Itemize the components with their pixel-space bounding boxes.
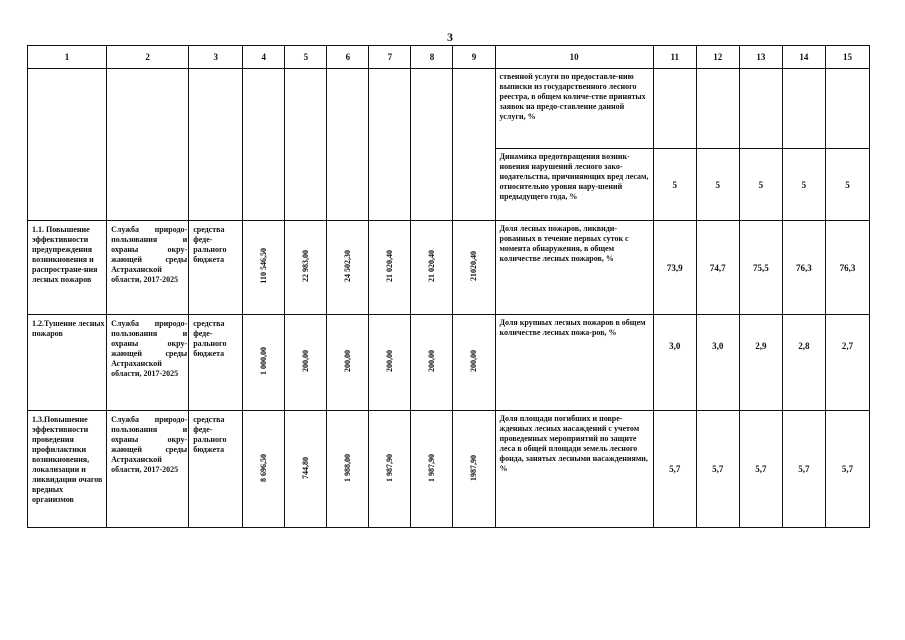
col-header: 3 [189,46,243,69]
col-header: 1 [28,46,107,69]
table-row [28,69,870,149]
indicator-value: 75,5 [739,221,782,315]
amount-cell [369,315,411,411]
amount-value: 110 546,50 [258,248,268,284]
executor: Служба природо-пользования и охраны окру-жающей среды Астраханской области, 2017-2025 [107,315,189,411]
funding-source: средства феде-рального бюджета [189,221,243,315]
empty-cell [825,69,869,149]
event-name: 1.3.Повышение эффективности проведения профилактики возникновения, локализации и ликвидации очагов вредных организмов [28,411,107,528]
amount-value: 1987,90 [469,454,478,481]
amount-cell [453,411,495,528]
amount-value: 200,00 [469,350,478,372]
col-header: 5 [285,46,327,69]
amount-cell [285,315,327,411]
empty-cell [739,69,782,149]
amount-cell [243,411,285,528]
indicator-value: 5,7 [653,411,696,528]
indicator-text: Доля площади погибших и повре-жденных лесных насаждений с учетом проведенных мероприятий по защите леса в общей площади земель лесного фонда, занятых лесными насаждениями, % [495,411,653,528]
indicator-text: Доля лесных пожаров, ликвиди-рованных в течение первых суток с момента обнаружения, в общем количестве лесных пожаров, % [495,221,653,315]
indicator-value: 5,7 [739,411,782,528]
amount-cell [453,315,495,411]
col-header: 2 [107,46,189,69]
indicator-value: 76,3 [825,221,869,315]
col-header: 11 [653,46,696,69]
indicator-text: ственной услуги по предоставле-нию выписки из государственного лесного реестра, в общем количе-стве принятых заявок на предо-ставление данной услуги, % [495,69,653,149]
amount-cell [243,315,285,411]
empty-cell [189,69,243,221]
empty-cell [327,69,369,221]
empty-cell [653,69,696,149]
indicator-value: 73,9 [653,221,696,315]
indicator-value: 5 [782,149,825,221]
amount-value: 744,80 [300,456,310,479]
amount-value: 21 020,40 [426,250,436,282]
amount-value: 8 696,50 [258,453,268,482]
amount-value: 24 502,30 [342,250,352,282]
indicator-value: 74,7 [696,221,739,315]
amount-value: 200,00 [426,350,436,372]
amount-cell [243,221,285,315]
amount-cell [327,221,369,315]
col-header: 14 [782,46,825,69]
col-header: 15 [825,46,869,69]
event-name: 1.2.Тушение лесных пожаров [28,315,107,411]
indicator-value: 5,7 [782,411,825,528]
indicator-value: 3,0 [696,315,739,411]
amount-cell [411,221,453,315]
amount-value: 1 987,90 [384,453,394,482]
table-row [28,221,870,315]
funding-source: средства феде-рального бюджета [189,315,243,411]
executor: Служба природо-пользования и охраны окру-жающей среды Астраханской области, 2017-2025 [107,221,189,315]
empty-cell [411,69,453,221]
amount-cell [453,221,495,315]
indicator-value: 76,3 [782,221,825,315]
header-row [28,46,870,69]
executor: Служба природо-пользования и охраны окру-жающей среды Астраханской области, 2017-2025 [107,411,189,528]
table-row [28,315,870,411]
indicator-value: 5 [825,149,869,221]
amount-cell [369,411,411,528]
empty-cell [28,69,107,221]
col-header: 10 [495,46,653,69]
amount-cell [369,221,411,315]
amount-value: 21 020,40 [384,250,394,282]
page-number: 3 [447,30,453,44]
empty-cell [107,69,189,221]
indicator-value: 5,7 [696,411,739,528]
empty-cell [696,69,739,149]
empty-cell [243,69,285,221]
indicator-value: 5 [739,149,782,221]
empty-cell [285,69,327,221]
amount-cell [327,315,369,411]
indicator-value: 2,8 [782,315,825,411]
amount-cell [411,315,453,411]
col-header: 6 [327,46,369,69]
empty-cell [453,69,495,221]
indicator-value: 5,7 [825,411,869,528]
empty-cell [782,69,825,149]
amount-value: 1 000,00 [258,347,268,375]
amount-cell [411,411,453,528]
amount-cell [285,411,327,528]
col-header: 13 [739,46,782,69]
indicator-text: Динамика предотвращения возник-новения нарушений лесного зако-нодательства, причиняющих вред лесам, относительно уровня нару-шений предыдущего года, % [495,149,653,221]
amount-value: 1 988,00 [342,453,352,482]
col-header: 8 [411,46,453,69]
amount-value: 200,00 [300,350,310,372]
col-header: 9 [453,46,495,69]
amount-value: 21020,40 [469,251,478,281]
amount-cell [285,221,327,315]
indicator-value: 5 [696,149,739,221]
indicator-value: 3,0 [653,315,696,411]
indicator-value: 5 [653,149,696,221]
empty-cell [369,69,411,221]
funding-source: средства феде-рального бюджета [189,411,243,528]
indicator-text: Доля крупных лесных пожаров в общем количестве лесных пожа-ров, % [495,315,653,411]
col-header: 7 [369,46,411,69]
amount-value: 200,00 [342,350,352,372]
amount-value: 1 987,90 [426,453,436,482]
program-table [27,45,870,528]
indicator-value: 2,9 [739,315,782,411]
amount-value: 22 983,00 [300,250,310,282]
col-header: 12 [696,46,739,69]
amount-cell [327,411,369,528]
indicator-value: 2,7 [825,315,869,411]
table-row [28,411,870,528]
col-header: 4 [243,46,285,69]
event-name: 1.1. Повышение эффективности предупреждения возникновения и распростране-ния лесных пожаров [28,221,107,315]
amount-value: 200,00 [384,350,394,372]
